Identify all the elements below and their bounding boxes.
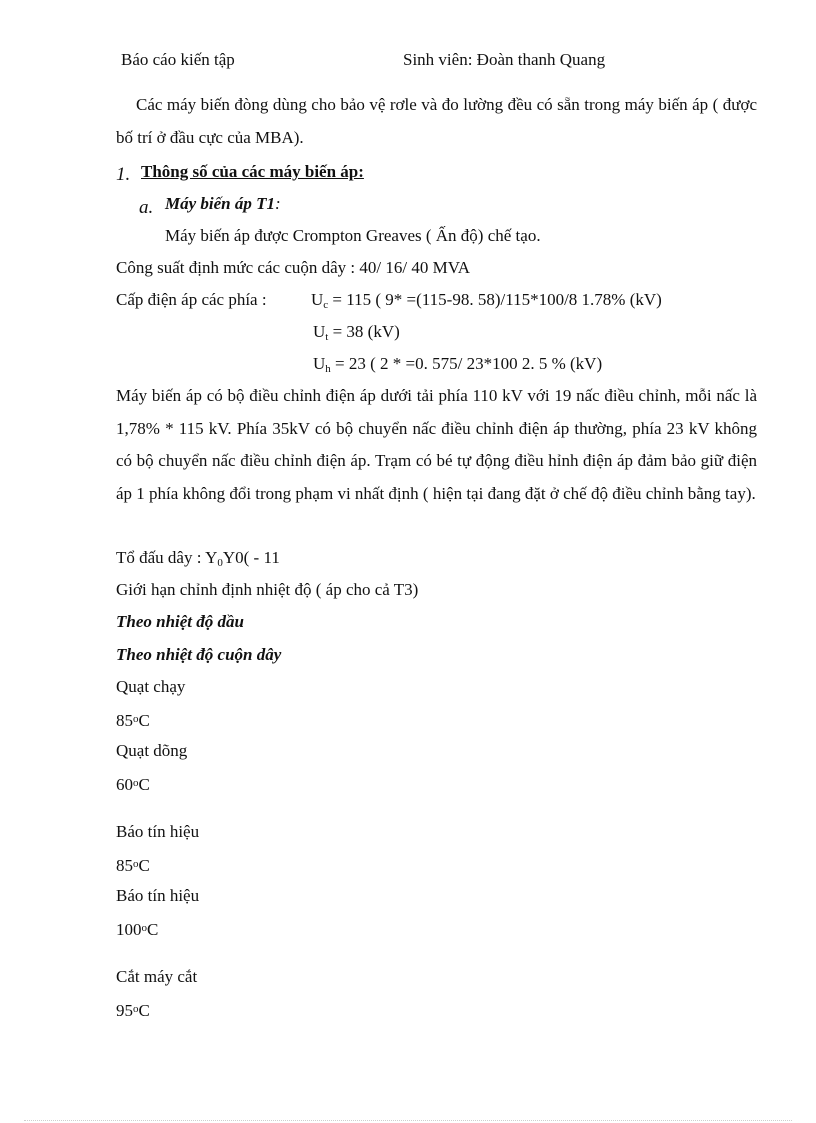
section-number: 1. — [116, 164, 131, 185]
uh-symbol: U — [313, 354, 326, 373]
degree-symbol: o — [133, 858, 139, 870]
item-number: 100 — [116, 920, 142, 939]
temp-limit-line: Giới hạn chỉnh định nhiệt độ ( áp cho cả T3) — [116, 580, 419, 599]
item-number: 95 — [116, 1001, 133, 1020]
item-number: 60 — [116, 775, 133, 794]
subsection-title — [165, 194, 281, 214]
item-label: Cắt máy cắt — [116, 967, 198, 986]
winding-rest: Y0( - 11 — [222, 548, 280, 567]
winding-label: Tổ đấu dây : Y — [116, 548, 218, 567]
item-unit: C — [138, 1001, 150, 1020]
regulation-paragraph: Máy biến áp có bộ điều chỉnh điện áp dưới tải phía 110 kV với 19 nấc điều chỉnh, mỗi nấc là 1,78% * 115 kV. Phía 35kV có bộ chuyển nấc điều chỉnh điện áp thường, phía 23 kV không có bộ chuyển nấc điều chỉnh điện áp. Trạm có bé tự động điều hỉnh điện áp đảm bảo giữ điện áp 1 phía không đổi trong phạm vi nhất định ( hiện tại đang đặt ở chế độ điều chỉnh bằng tay). — [116, 386, 757, 503]
capacity-line: Công suất định mức các cuộn dây : 40/ 16/ 40 MVA — [116, 258, 471, 277]
uc-symbol: U — [311, 290, 324, 309]
degree-symbol: o — [133, 1003, 139, 1015]
item-unit: C — [138, 711, 150, 730]
subsection-title-colon: : — [275, 194, 281, 213]
item-unit: C — [138, 775, 150, 794]
item-value — [116, 999, 150, 1021]
subsection-title-main: Máy biến áp T1 — [165, 194, 276, 213]
item-number: 85 — [116, 856, 133, 875]
ut-value: = 38 (kV) — [328, 322, 400, 341]
item-number: 85 — [116, 711, 133, 730]
section-title: Thông số của các máy biến áp: — [141, 162, 364, 181]
degree-symbol: o — [133, 713, 139, 725]
voltage-label: Cấp điện áp các phía : — [116, 290, 267, 309]
item-label: Báo tín hiệu — [116, 886, 200, 905]
winding-line — [116, 548, 280, 568]
header-right: Sinh viên: Đoàn thanh Quang — [403, 50, 606, 69]
item-unit: C — [147, 920, 159, 939]
uc-value: = 115 ( 9* =(115-98. 58)/115*100/8 1.78% (kV) — [328, 290, 662, 309]
intro-paragraph — [116, 89, 757, 154]
item-value — [116, 854, 150, 876]
degree-symbol: o — [133, 777, 139, 789]
item-unit: C — [138, 856, 150, 875]
winding-subscript: 0 — [217, 557, 223, 569]
degree-symbol: o — [141, 922, 147, 934]
subsection-letter: a. — [139, 197, 154, 218]
item-label: Quạt chạy — [116, 677, 186, 696]
uc-subscript: c — [323, 299, 329, 311]
voltage-uh — [313, 354, 602, 374]
ut-subscript: t — [325, 331, 329, 343]
voltage-uc — [311, 290, 662, 310]
page-bottom-rule — [24, 1120, 792, 1121]
item-value — [116, 918, 158, 940]
item-value — [116, 773, 150, 795]
ut-symbol: U — [313, 322, 326, 341]
header-left: Báo cáo kiến tập — [121, 50, 235, 69]
oil-temp-heading: Theo nhiệt độ dầu — [116, 612, 244, 631]
item-label: Quạt dõng — [116, 741, 188, 760]
uh-value: = 23 ( 2 * =0. 575/ 23*100 2. 5 % (kV) — [330, 354, 603, 373]
item-value — [116, 709, 150, 731]
item-label: Báo tín hiệu — [116, 822, 200, 841]
winding-temp-heading: Theo nhiệt độ cuộn dây — [116, 645, 282, 664]
maker-line: Máy biến áp được Crompton Greaves ( Ấn độ) chế tạo. — [165, 226, 541, 245]
uh-subscript: h — [325, 363, 331, 375]
voltage-ut — [313, 322, 400, 342]
intro-text: Các máy biến đòng dùng cho bảo vệ rơle và đo lường đều có sẵn trong máy biến áp ( được bố trí ở đầu cực của MBA). — [116, 95, 757, 147]
